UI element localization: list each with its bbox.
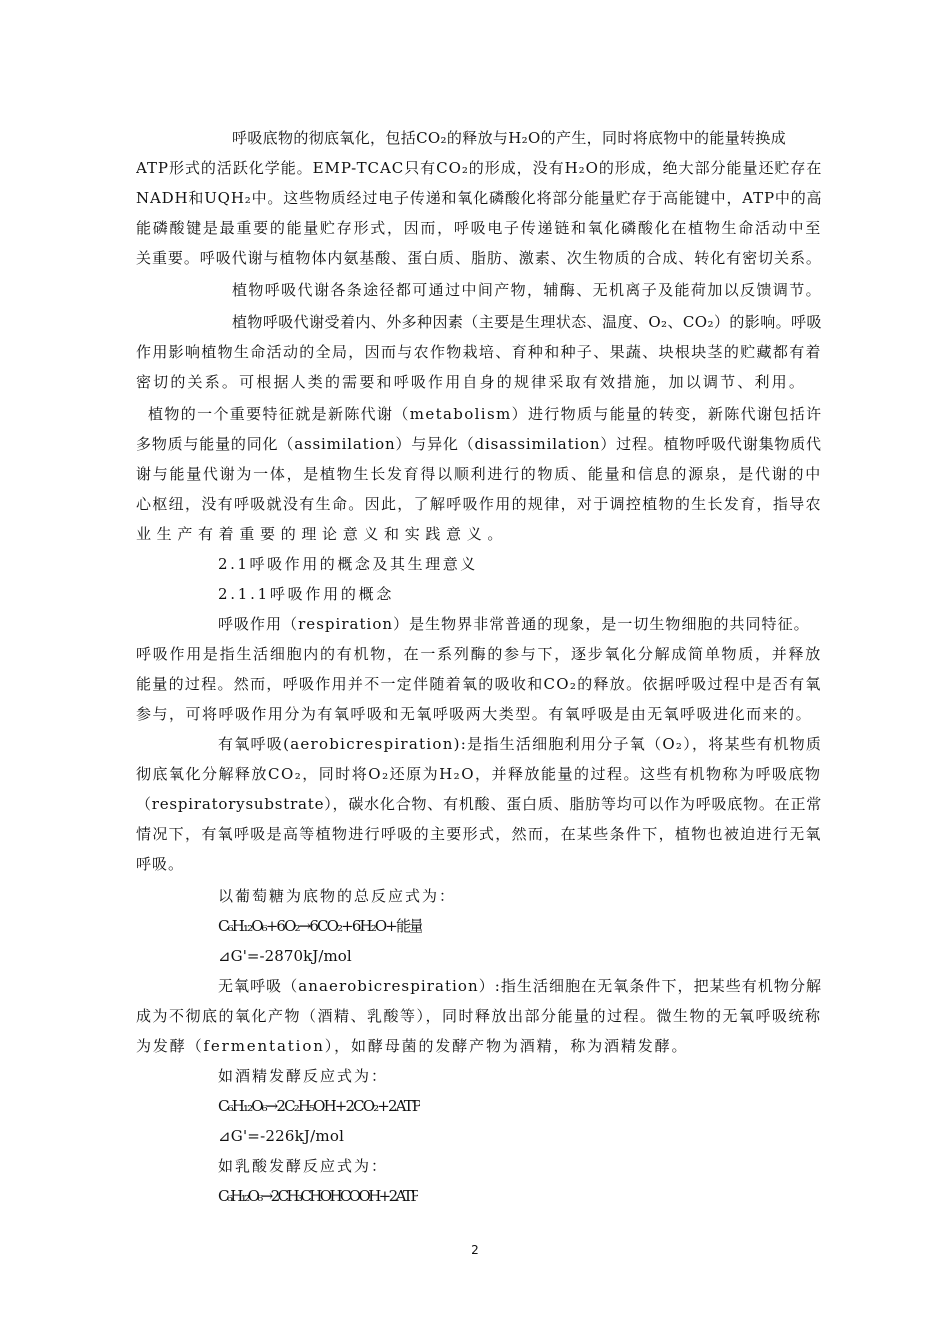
body-line: ATP形式的活跃化学能。EMP-TCAC只有CO₂的形成，没有H₂O的形成，绝大部分能量还贮存在	[136, 159, 822, 177]
body-line: 彻底氧化分解释放CO₂，同时将O₂还原为H₂O，并释放能量的过程。这些有机物称为呼吸底物	[136, 765, 822, 783]
body-line: NADH和UQH₂中。这些物质经过电子传递和氧化磷酸化将部分能量贮存于高能键中，ATP中的高	[136, 189, 822, 207]
body-line: 谢与能量代谢为一体，是植物生长发育得以顺利进行的物质、能量和信息的源泉，是代谢的中	[136, 465, 822, 483]
body-line: 呼吸作用（respiration）是生物界非常普通的现象，是一切生物细胞的共同特征。	[218, 615, 810, 633]
body-line: 情况下，有氧呼吸是高等植物进行呼吸的主要形式，然而，在某些条件下，植物也被迫进行无氧	[136, 825, 822, 843]
body-line: 有氧呼吸(aerobicrespiration):是指生活细胞利用分子氧（O₂），将某些有机物质	[218, 735, 822, 753]
body-line: 呼吸底物的彻底氧化，包括CO₂的释放与H₂O的产生，同时将底物中的能量转换成	[232, 129, 786, 147]
body-line: 为发酵（fermentation），如酵母菌的发酵产物为酒精，称为酒精发酵。	[136, 1037, 688, 1055]
section-heading: 2.1呼吸作用的概念及其生理意义	[218, 555, 478, 573]
body-line: 无氧呼吸（anaerobicrespiration）:指生活细胞在无氧条件下，把某些有机物分解	[218, 977, 822, 995]
body-line: 呼吸。	[136, 855, 184, 873]
body-line: 能磷酸键是最重要的能量贮存形式，因而，呼吸电子传递链和氧化磷酸化在植物生命活动中至	[136, 219, 822, 237]
body-line: （respiratorysubstrate），碳水化合物、有机酸、蛋白质、脂肪等均可以作为呼吸底物。在正常	[136, 795, 822, 813]
equation: C₆H₁₂O₆→2C₂H₅OH+2CO₂+2ATP	[218, 1097, 420, 1115]
body-line: 密切的关系。可根据人类的需要和呼吸作用自身的规律采取有效措施，加以调节、利用。	[136, 373, 806, 391]
body-line: 多物质与能量的同化（assimilation）与异化（disassimilation）过程。植物呼吸代谢集物质代	[136, 435, 822, 453]
body-line: 植物呼吸代谢受着内、外多种因素（主要是生理状态、温度、O₂、CO₂）的影响。呼吸	[232, 313, 822, 331]
body-line: 心枢纽，没有呼吸就没有生命。因此，了解呼吸作用的规律，对于调控植物的生长发育，指导农	[136, 495, 822, 513]
body-line: 能量的过程。然而，呼吸作用并不一定伴随着氧的吸收和CO₂的释放。依据呼吸过程中是否有氧	[136, 675, 822, 693]
subsection-heading: 2.1.1呼吸作用的概念	[218, 585, 394, 603]
body-line: 呼吸作用是指生活细胞内的有机物，在一系列酶的参与下，逐步氧化分解成简单物质，并释放	[136, 645, 822, 663]
body-line: 植物呼吸代谢各条途径都可通过中间产物，辅酶、无机离子及能荷加以反馈调节。	[232, 281, 822, 299]
body-line: 成为不彻底的氧化产物（酒精、乳酸等），同时释放出部分能量的过程。微生物的无氧呼吸统称	[136, 1007, 822, 1025]
body-line: 业生产有着重要的理论意义和实践意义。	[136, 525, 508, 543]
body-line: 如乳酸发酵反应式为：	[218, 1157, 388, 1175]
body-line: 关重要。呼吸代谢与植物体内氨基酸、蛋白质、脂肪、激素、次生物质的合成、转化有密切关系。	[136, 249, 822, 267]
equation: C₆H₁₂O₆+6O₂→6CO₂+6H₂O+能量	[218, 917, 422, 935]
page-number: 2	[471, 1243, 479, 1257]
body-line: 植物的一个重要特征就是新陈代谢（metabolism）进行物质与能量的转变，新陈代谢包括许	[148, 405, 822, 423]
body-line: 参与，可将呼吸作用分为有氧呼吸和无氧呼吸两大类型。有氧呼吸是由无氧呼吸进化而来的。	[136, 705, 812, 723]
body-line: 以葡萄糖为底物的总反应式为：	[218, 887, 456, 905]
equation: ⊿G'=-2870kJ/mol	[218, 947, 352, 965]
equation: ⊿G'=-226kJ/mol	[218, 1127, 344, 1145]
equation: C₆H₁₂O₆→2CH₃CHOHCOOH+2ATP	[218, 1187, 418, 1205]
body-line: 如酒精发酵反应式为：	[218, 1067, 388, 1085]
body-line: 作用影响植物生命活动的全局，因而与农作物栽培、育种和种子、果蔬、块根块茎的贮藏都有着	[136, 343, 822, 361]
